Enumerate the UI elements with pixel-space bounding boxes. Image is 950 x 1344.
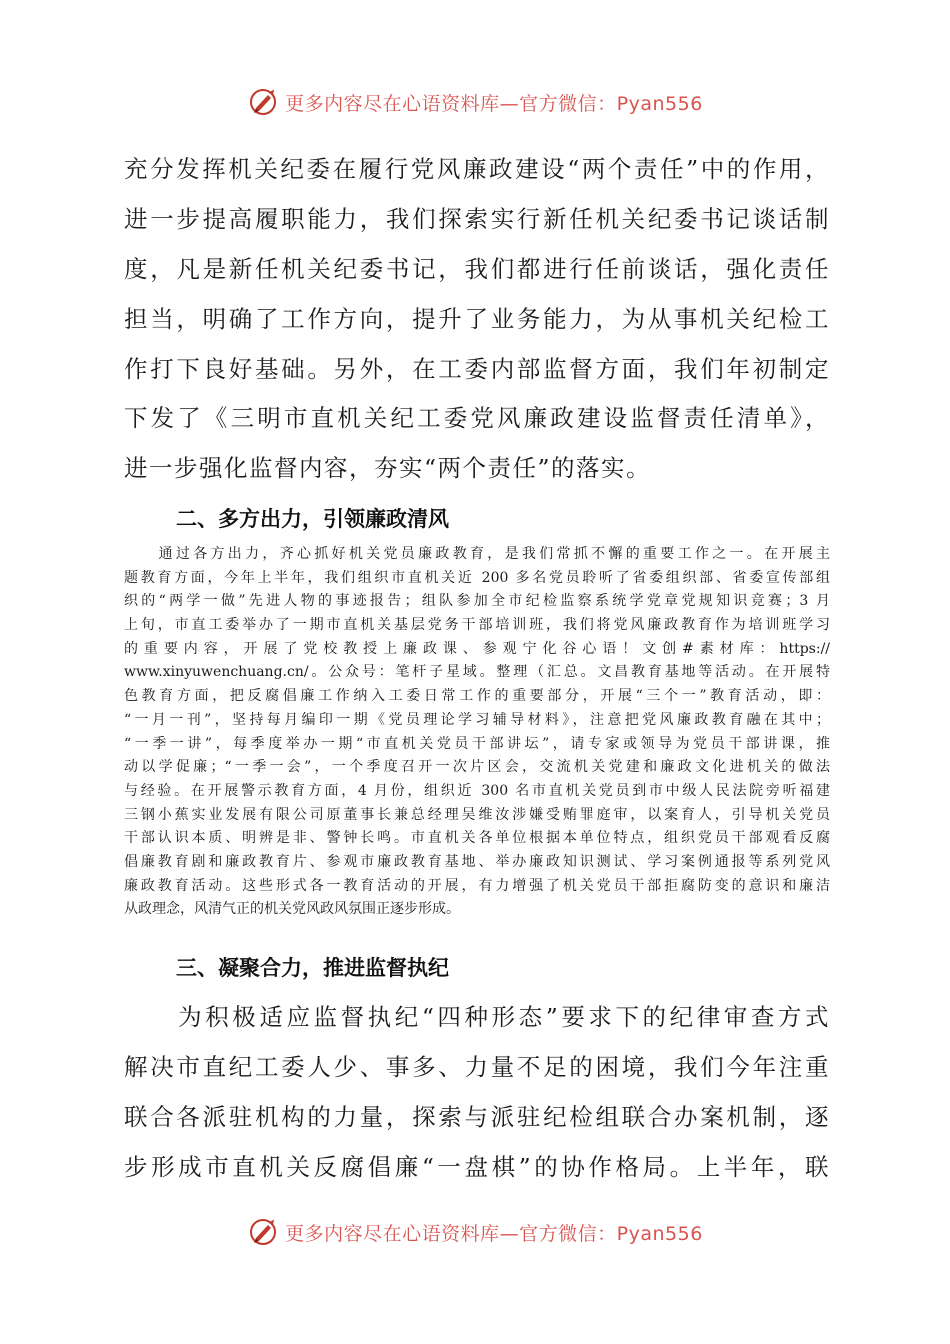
footer-banner bbox=[0, 1210, 950, 1254]
banner-text: 更多内容尽在心语资料库—官方微信：Pyan556 bbox=[285, 1222, 703, 1245]
text-line: 充分发挥机关纪委在履行党风廉政建设“两个责任”中的作用， bbox=[124, 155, 830, 183]
text-line: 下发了《三明市直机关纪工委党风廉政建设监督责任清单》， bbox=[124, 404, 830, 433]
text-line: 干部认识本质、明辨是非、警钟长鸣。市直机关各单位根据本单位特点，组织党员干部观看反腐 bbox=[124, 830, 830, 847]
pen-logo-icon bbox=[247, 1216, 279, 1248]
text-line: 廉政教育活动。这些形式各一教育活动的开展，有力增强了机关党员干部拒腐防变的意识和廉洁 bbox=[124, 877, 830, 894]
text-line: 担当，明确了工作方向，提升了业务能力，为从事机关纪检工 bbox=[124, 304, 830, 333]
banner-text: 更多内容尽在心语资料库—官方微信：Pyan556 bbox=[285, 92, 703, 115]
text-line: 上旬，市直工委举办了一期市直机关基层党务干部培训班，我们将党风廉政教育作为培训班学习 bbox=[124, 617, 830, 634]
text-line: 三钢小蕉实业发展有限公司原董事长兼总经理吴维汝涉嫌受贿罪庭审，以案育人，引导机关党员 bbox=[124, 806, 830, 823]
section-heading-3: 三、凝聚合力，推进监督执纪 bbox=[176, 956, 449, 980]
text-line: “一月一刊”，坚持每月编印一期《党员理论学习辅导材料》，注意把党风廉政教育融在其中； bbox=[124, 711, 830, 728]
text-line: 进一步提高履职能力，我们探索实行新任机关纪委书记谈话制 bbox=[124, 204, 830, 233]
text-line: “一季一讲”，每季度举办一期“市直机关党员干部讲坛”，请专家或领导为党员干部讲课，推 bbox=[124, 735, 830, 752]
paragraph-section-1 bbox=[124, 145, 830, 494]
text-line: 度，凡是新任机关纪委书记，我们都进行任前谈话，强化责任 bbox=[124, 254, 830, 283]
text-line: 解决市直纪工委人少、事多、力量不足的困境，我们今年注重 bbox=[124, 1052, 830, 1081]
text-line: 步形成市直机关反腐倡廉“一盘棋”的协作格局。上半年，联 bbox=[124, 1152, 830, 1181]
text-line: 题教育方面，今年上半年，我们组织市直机关近 200 多名党员聆听了省委组织部、省委宣传部组 bbox=[124, 569, 830, 586]
text-line: 作打下良好基础。另外，在工委内部监督方面，我们年初制定 bbox=[124, 354, 830, 383]
text-line: 与经验。在开展警示教育方面，4 月份，组织近 300 名市直机关党员到市中级人民法院旁听福建 bbox=[124, 782, 830, 799]
text-line: 倡廉教育剧和廉政教育片、参观市廉政教育基地、举办廉政知识测试、学习案例通报等系列党风 bbox=[124, 853, 830, 870]
text-line: www.xinyuwenchuang.cn/。公众号：笔杆子星域。整理（汇总。文昌教育基地等活动。在开展特 bbox=[124, 664, 830, 681]
text-line: 进一步强化监督内容，夯实“两个责任”的落实。 bbox=[124, 454, 652, 483]
text-line: 从政理念，风清气正的机关党风政风氛围正逐步形成。 bbox=[124, 901, 460, 918]
text-line: 联合各派驻机构的力量，探索与派驻纪检组联合办案机制，逐 bbox=[124, 1102, 830, 1131]
paragraph-section-3 bbox=[124, 993, 830, 1193]
paragraph-section-2 bbox=[124, 543, 830, 922]
pen-logo-icon bbox=[247, 86, 279, 118]
text-line: 色教育方面，把反腐倡廉工作纳入工委日常工作的重要部分，开展“三个一”教育活动，即： bbox=[124, 688, 830, 705]
header-banner bbox=[0, 80, 950, 124]
text-line: 动以学促廉；“一季一会”，一个季度召开一次片区会，交流机关党建和廉政文化进机关的做法 bbox=[124, 759, 830, 776]
text-line: 为积极适应监督执纪“四种形态”要求下的纪律审查方式 bbox=[124, 1003, 830, 1031]
section-heading-2: 二、多方出力，引领廉政清风 bbox=[176, 507, 449, 531]
text-line: 通过各方出力，齐心抓好机关党员廉政教育，是我们常抓不懈的重要工作之一。在开展主 bbox=[124, 546, 830, 562]
text-line: 织的“两学一做”先进人物的事迹报告；组队参加全市纪检监察系统学党章党规知识竞赛；3 月 bbox=[124, 593, 830, 610]
text-line: 的重要内容，开展了党校教授上廉政课、参观宁化谷心语！文创#素材库：https:// bbox=[124, 640, 830, 657]
